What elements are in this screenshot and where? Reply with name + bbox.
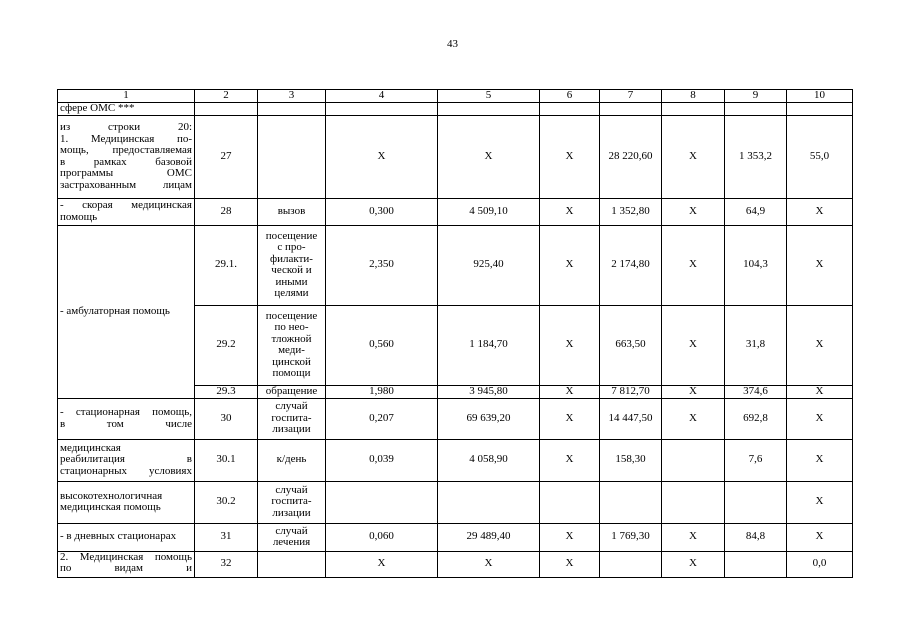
cell-line: госпита- xyxy=(271,411,312,424)
table-cell: Х xyxy=(540,225,600,305)
header-cell: 9 xyxy=(725,90,787,103)
table-cell xyxy=(662,102,725,115)
table-cell: 663,50 xyxy=(600,305,662,385)
cell-line: помощи xyxy=(272,367,311,379)
table-cell xyxy=(258,305,326,385)
table-cell: к/день xyxy=(258,439,326,481)
table-cell xyxy=(787,102,853,115)
cell-line: целями xyxy=(274,287,309,299)
table-cell: Х xyxy=(787,305,853,385)
table-cell: Х xyxy=(787,198,853,225)
row-label xyxy=(58,439,195,481)
table-cell: Х xyxy=(540,385,600,398)
table-cell xyxy=(195,102,258,115)
table-cell: Х xyxy=(326,551,438,577)
table-cell: 0,300 xyxy=(326,198,438,225)
table-cell: 29.3 xyxy=(195,385,258,398)
cell-line: случай xyxy=(275,400,308,413)
table-cell: 0,039 xyxy=(326,439,438,481)
row-label xyxy=(58,198,195,225)
table-cell: Х xyxy=(438,551,540,577)
table-cell: 1,980 xyxy=(326,385,438,398)
cell-line: помощь xyxy=(60,210,98,223)
table-cell: 1 184,70 xyxy=(438,305,540,385)
table-cell: Х xyxy=(787,481,853,523)
cell-line: из строки 20: xyxy=(60,121,192,133)
table-cell xyxy=(258,523,326,551)
table-cell: 925,40 xyxy=(438,225,540,305)
cell-line: 1. Медицинская по- xyxy=(60,132,192,145)
table-cell: Х xyxy=(326,115,438,198)
header-cell: 4 xyxy=(326,90,438,103)
table-cell: 69 639,20 xyxy=(438,398,540,439)
table-cell: 0,060 xyxy=(326,523,438,551)
cell-line: ческой и xyxy=(271,264,312,276)
cell-line: застрахованным лицам xyxy=(60,178,192,191)
table-cell: 374,6 xyxy=(725,385,787,398)
table-cell xyxy=(258,551,326,577)
table-cell: 0,0 xyxy=(787,551,853,577)
table-cell: 1 769,30 xyxy=(600,523,662,551)
table-cell: обращение xyxy=(258,385,326,398)
table-cell: Х xyxy=(662,305,725,385)
table-cell: Х xyxy=(662,225,725,305)
cell-line: - скорая медицинская xyxy=(60,199,192,211)
table-cell: 4 058,90 xyxy=(438,439,540,481)
row-label xyxy=(58,481,195,523)
header-cell: 2 xyxy=(195,90,258,103)
table-row xyxy=(58,481,853,523)
header-cell: 10 xyxy=(787,90,853,103)
table-cell: 31,8 xyxy=(725,305,787,385)
cell-line: госпита- xyxy=(271,495,312,508)
table-cell: 104,3 xyxy=(725,225,787,305)
table-cell: 30.2 xyxy=(195,481,258,523)
table-cell: Х xyxy=(540,398,600,439)
table-cell: Х xyxy=(662,523,725,551)
table-cell: Х xyxy=(662,198,725,225)
cell-line: 2. Медицинская помощь xyxy=(60,551,192,563)
table-row xyxy=(58,198,853,225)
table-row xyxy=(58,225,853,305)
table-cell: 1 353,2 xyxy=(725,115,787,198)
table-cell: Х xyxy=(540,439,600,481)
table-row xyxy=(58,523,853,551)
table-cell xyxy=(600,102,662,115)
cell-line: по видам и xyxy=(60,562,192,574)
table-cell: 29.1. xyxy=(195,225,258,305)
table-cell: 1 352,80 xyxy=(600,198,662,225)
table-cell: 84,8 xyxy=(725,523,787,551)
table-row xyxy=(58,551,853,577)
table-cell: Х xyxy=(662,551,725,577)
table-cell xyxy=(662,439,725,481)
table-cell xyxy=(438,102,540,115)
table-cell: Х xyxy=(540,551,600,577)
table-cell: 158,30 xyxy=(600,439,662,481)
table-cell: 2,350 xyxy=(326,225,438,305)
header-cell: 8 xyxy=(662,90,725,103)
table-cell xyxy=(600,551,662,577)
row-label xyxy=(58,551,195,577)
table-cell: Х xyxy=(540,523,600,551)
cell-line: реабилитация в xyxy=(60,453,192,466)
cell-line: лизации xyxy=(272,506,311,519)
table-cell: 3 945,80 xyxy=(438,385,540,398)
table-cell: Х xyxy=(438,115,540,198)
table-cell: Х xyxy=(787,225,853,305)
table-cell: 30 xyxy=(195,398,258,439)
table-cell xyxy=(540,102,600,115)
cell-line: - стационарная помощь, xyxy=(60,406,192,418)
cell-line: медицинская помощь xyxy=(60,501,161,513)
cell-line: с про- xyxy=(277,241,306,253)
cell-line: посещение xyxy=(265,229,318,242)
table-cell: Х xyxy=(662,385,725,398)
table-cell: 0,560 xyxy=(326,305,438,385)
cell-line: в рамках базовой xyxy=(60,155,192,168)
table-row xyxy=(58,115,853,198)
cell-line: меди- xyxy=(278,344,305,356)
header-cell: 1 xyxy=(58,90,195,103)
table-cell: 7,6 xyxy=(725,439,787,481)
row-label xyxy=(58,115,195,198)
table-cell: вызов xyxy=(258,198,326,225)
table-row xyxy=(58,102,853,115)
table-cell: 64,9 xyxy=(725,198,787,225)
table-cell: Х xyxy=(540,198,600,225)
header-cell: 5 xyxy=(438,90,540,103)
table-cell: Х xyxy=(540,305,600,385)
table-cell xyxy=(258,225,326,305)
table-cell: Х xyxy=(662,115,725,198)
table-cell xyxy=(326,102,438,115)
table-cell xyxy=(326,481,438,523)
cell-line: стационарных условиях xyxy=(60,464,192,477)
cell-line: в том числе xyxy=(60,417,192,430)
table-cell xyxy=(540,481,600,523)
table-cell xyxy=(438,481,540,523)
cell-line: тложной xyxy=(271,332,312,345)
cell-line: медицинская xyxy=(60,441,121,454)
cell-line: высокотехнологичная xyxy=(60,489,163,502)
table-cell: Х xyxy=(787,385,853,398)
table-cell: 7 812,70 xyxy=(600,385,662,398)
cell-line: случай xyxy=(275,524,308,537)
table-cell: Х xyxy=(787,523,853,551)
table-cell: 28 xyxy=(195,198,258,225)
table-cell xyxy=(258,115,326,198)
table-row xyxy=(58,398,853,439)
cell-line: программы ОМС xyxy=(60,167,192,179)
header-cell: 7 xyxy=(600,90,662,103)
table-cell xyxy=(725,551,787,577)
cell-line: иными xyxy=(275,275,308,288)
header-cell: 3 xyxy=(258,90,326,103)
row-label: сфере ОМС *** xyxy=(58,102,195,115)
row-label xyxy=(58,398,195,439)
cell-line: филакти- xyxy=(270,252,313,265)
cell-line: мощь, предоставляемая xyxy=(60,144,192,156)
row-label: - амбулаторная помощь xyxy=(58,225,195,398)
table-cell xyxy=(258,102,326,115)
table-cell: 692,8 xyxy=(725,398,787,439)
table-cell: 31 xyxy=(195,523,258,551)
table-cell: 4 509,10 xyxy=(438,198,540,225)
header-row xyxy=(58,90,853,103)
table-cell: 2 174,80 xyxy=(600,225,662,305)
table-cell xyxy=(258,398,326,439)
table-cell xyxy=(725,481,787,523)
table-cell: 32 xyxy=(195,551,258,577)
table-cell xyxy=(725,102,787,115)
page-number: 43 xyxy=(447,38,458,50)
table-cell: 27 xyxy=(195,115,258,198)
table-cell: 55,0 xyxy=(787,115,853,198)
cell-line: лечения xyxy=(272,536,311,548)
header-cell: 6 xyxy=(540,90,600,103)
table-cell xyxy=(662,481,725,523)
table-cell: 0,207 xyxy=(326,398,438,439)
cell-line: посещение xyxy=(265,309,318,322)
table-cell: Х xyxy=(540,115,600,198)
cell-line: цинской xyxy=(272,355,311,368)
cell-line: лизации xyxy=(272,423,311,436)
norms-table xyxy=(57,89,853,578)
table-cell: 29.2 xyxy=(195,305,258,385)
table-cell xyxy=(600,481,662,523)
table-row xyxy=(58,439,853,481)
cell-line: по нео- xyxy=(274,321,309,333)
table-cell: Х xyxy=(662,398,725,439)
row-label: - в дневных стационарах xyxy=(58,523,195,551)
table-cell xyxy=(258,481,326,523)
cell-line: случай xyxy=(275,483,308,496)
table-cell: Х xyxy=(787,439,853,481)
table-cell: 30.1 xyxy=(195,439,258,481)
table-cell: 29 489,40 xyxy=(438,523,540,551)
table-cell: Х xyxy=(787,398,853,439)
table-cell: 28 220,60 xyxy=(600,115,662,198)
table-cell: 14 447,50 xyxy=(600,398,662,439)
